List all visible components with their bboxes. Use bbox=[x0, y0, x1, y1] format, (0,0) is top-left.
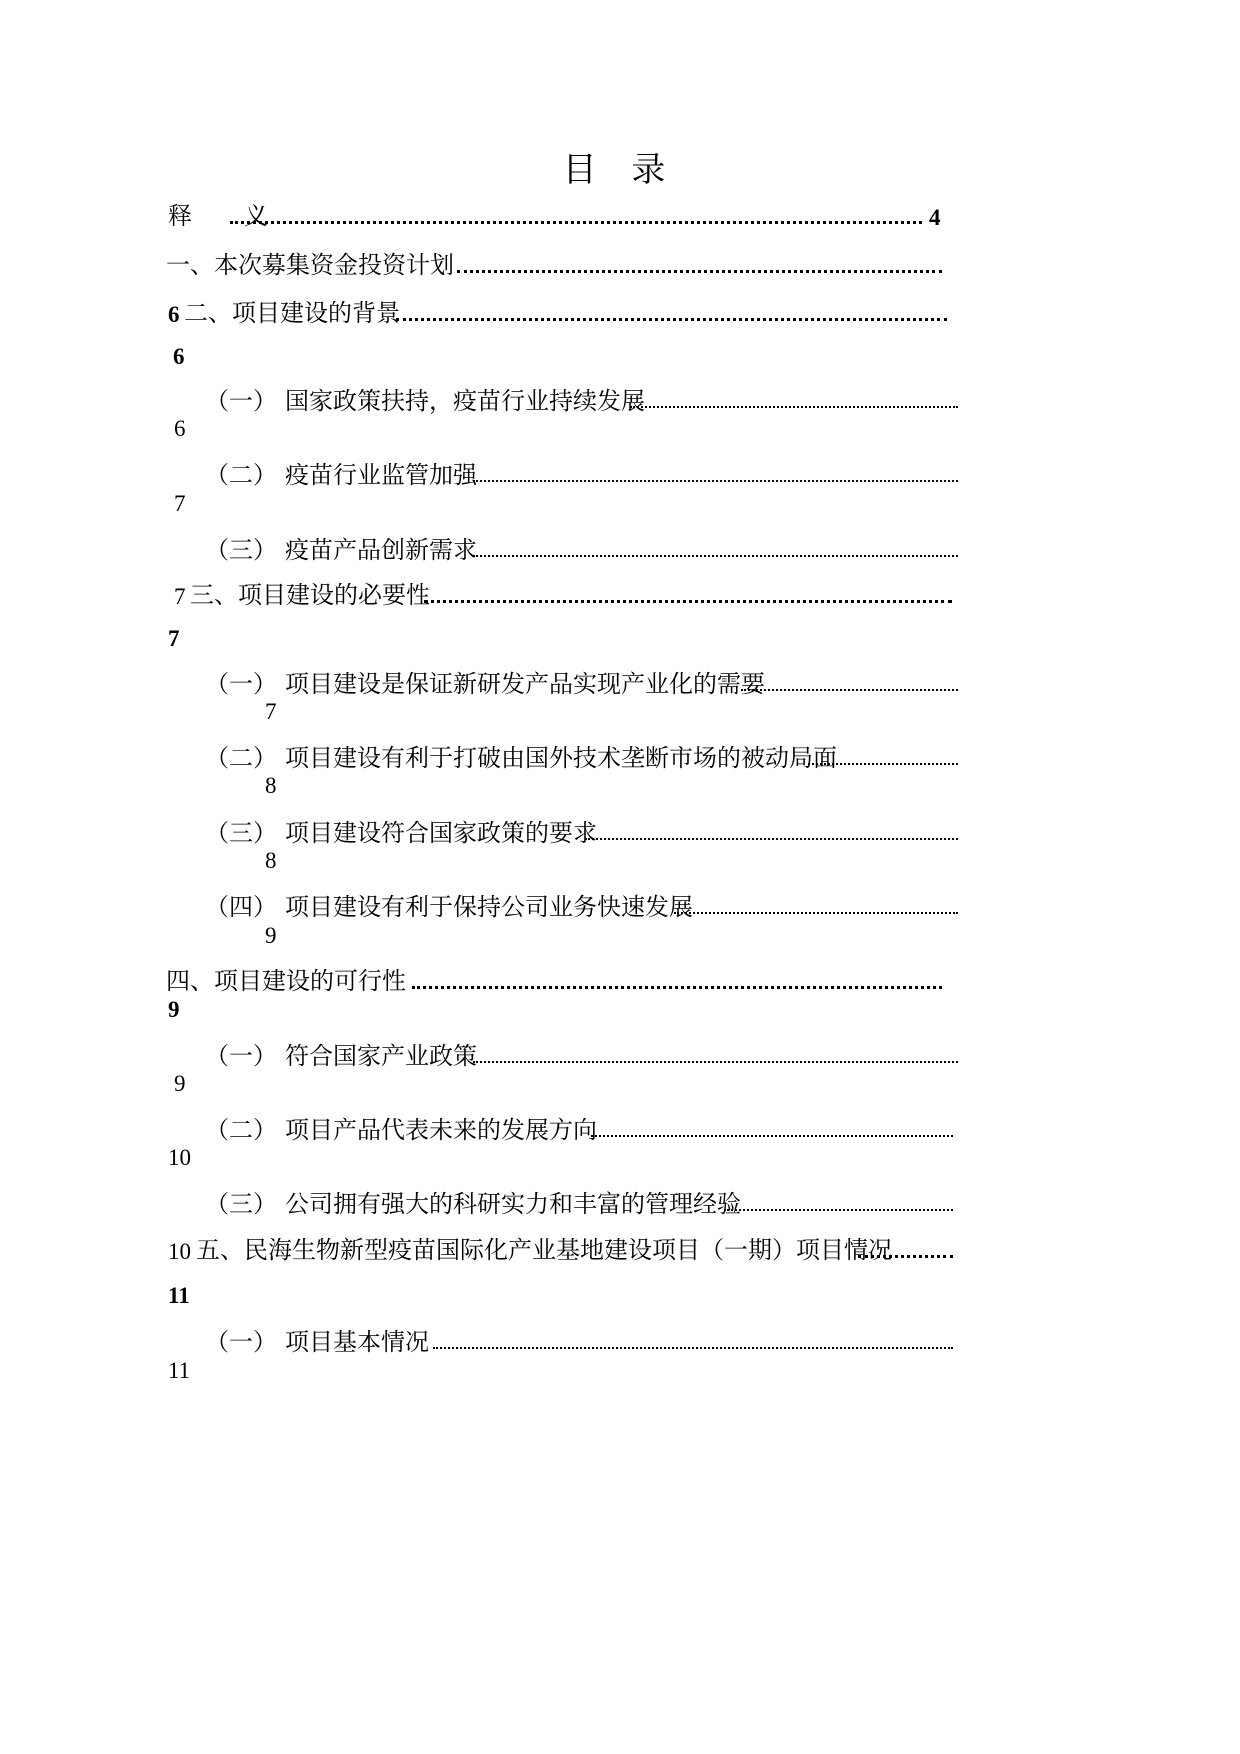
toc-page-number: 4 bbox=[929, 205, 941, 230]
toc-page-number: 6 bbox=[174, 416, 186, 441]
toc-entry-text: 公司拥有强大的科研实力和丰富的管理经验 bbox=[285, 1190, 741, 1218]
toc-page-number: 11 bbox=[168, 1283, 190, 1308]
leader-dots bbox=[591, 1135, 953, 1137]
leader-dots bbox=[585, 838, 958, 840]
leader-dots bbox=[230, 221, 922, 224]
toc-entry-text: 疫苗产品创新需求 bbox=[285, 536, 477, 564]
toc-page-number: 7 bbox=[168, 626, 180, 651]
page-title: 目 录 bbox=[562, 150, 678, 190]
toc-page-number: 10 bbox=[168, 1239, 191, 1264]
toc-subentry-label: （四） bbox=[205, 893, 277, 921]
toc-subentry-label: （二） bbox=[205, 744, 277, 772]
leader-dots bbox=[424, 600, 952, 603]
leader-dots bbox=[724, 1209, 953, 1211]
leader-dots bbox=[457, 270, 942, 273]
toc-entry-text: 符合国家产业政策 bbox=[285, 1042, 477, 1070]
toc-entry-text: 四、项目建设的可行性 bbox=[166, 967, 406, 995]
toc-page-number: 9 bbox=[168, 997, 180, 1022]
leader-dots bbox=[473, 480, 958, 482]
toc-subentry-label: （一） bbox=[205, 387, 277, 415]
toc-entry-text: 项目建设有利于打破由国外技术垄断市场的被动局面 bbox=[285, 744, 837, 772]
toc-subentry-label: （二） bbox=[205, 1116, 277, 1144]
toc-page-number: 8 bbox=[265, 848, 277, 873]
toc-subentry-label: （三） bbox=[205, 819, 277, 847]
toc-subentry-label: （二） bbox=[205, 461, 277, 489]
toc-entry-text: 五、民海生物新型疫苗国际化产业基地建设项目（一期）项目情况 bbox=[196, 1236, 892, 1264]
toc-page-number: 11 bbox=[168, 1358, 191, 1383]
toc-entry-text: 疫苗行业监管加强 bbox=[285, 461, 477, 489]
leader-dots bbox=[741, 689, 958, 691]
leader-dots bbox=[412, 986, 942, 989]
toc-entry-text: 项目基本情况 bbox=[285, 1328, 429, 1356]
toc-page-number: 9 bbox=[265, 923, 277, 948]
toc-subentry-label: （三） bbox=[205, 536, 277, 564]
leader-dots bbox=[473, 555, 958, 557]
leader-dots bbox=[808, 763, 958, 765]
leader-dots bbox=[630, 406, 958, 408]
toc-entry-text: 项目建设是保证新研发产品实现产业化的需要 bbox=[285, 670, 765, 698]
toc-page-number: 8 bbox=[265, 773, 277, 798]
toc-page-number: 9 bbox=[174, 1071, 186, 1096]
leader-dots bbox=[396, 318, 947, 321]
toc-subentry-label: （一） bbox=[205, 670, 277, 698]
toc-entry-text: 项目产品代表未来的发展方向 bbox=[285, 1116, 597, 1144]
toc-subentry-label: （一） bbox=[205, 1328, 277, 1356]
toc-page-number: 6 bbox=[168, 302, 180, 327]
toc-entry-text: 项目建设有利于保持公司业务快速发展 bbox=[285, 893, 693, 921]
toc-entry-text: 国家政策扶持，疫苗行业持续发展 bbox=[285, 387, 645, 415]
toc-entry-text: 一、本次募集资金投资计划 bbox=[166, 251, 454, 279]
toc-entry-text: 三、项目建设的必要性 bbox=[190, 581, 430, 609]
toc-page-number: 6 bbox=[173, 344, 185, 369]
toc-subentry-label: （三） bbox=[205, 1190, 277, 1218]
toc-entry-text: 释 义 bbox=[168, 202, 282, 230]
toc-page-number: 7 bbox=[265, 699, 277, 724]
toc-page-number: 7 bbox=[174, 491, 186, 516]
toc-page-number: 7 bbox=[174, 584, 186, 609]
toc-entry-text: 二、项目建设的背景 bbox=[184, 299, 400, 327]
toc-page-number: 10 bbox=[168, 1145, 191, 1170]
leader-dots bbox=[473, 1061, 958, 1063]
leader-dots bbox=[674, 912, 958, 914]
toc-subentry-label: （一） bbox=[205, 1042, 277, 1070]
leader-dots bbox=[433, 1347, 953, 1349]
toc-entry-text: 项目建设符合国家政策的要求 bbox=[285, 819, 597, 847]
leader-dots bbox=[858, 1255, 953, 1258]
